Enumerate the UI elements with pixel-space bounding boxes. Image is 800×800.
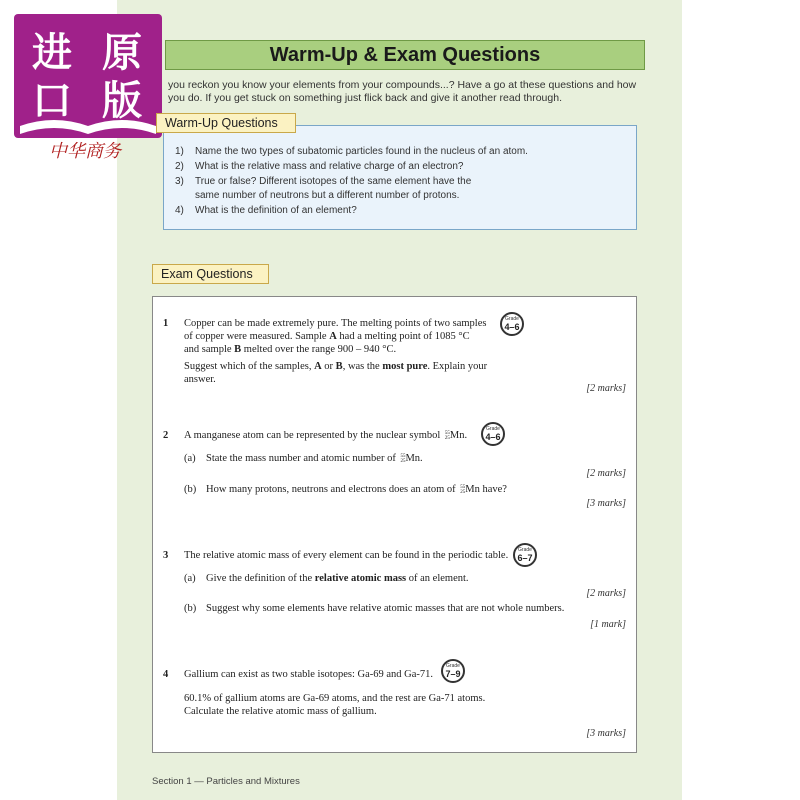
logo-char: 口 bbox=[32, 78, 72, 124]
logo-subtitle-text: 中华商务 bbox=[49, 141, 121, 162]
page-title: Warm-Up & Exam Questions bbox=[269, 44, 541, 66]
question-text: True or false? Different isotopes of the same element have the same number of neutrons but a different number of protons. bbox=[195, 176, 472, 201]
marks-label: [2 marks] bbox=[586, 383, 626, 394]
logo-char: 原 bbox=[102, 30, 142, 76]
logo-badge bbox=[14, 14, 162, 138]
question-number: 1 bbox=[163, 318, 169, 329]
question-line: Copper can be made extremely pure. The melting points of two samples bbox=[184, 318, 487, 329]
question-number: 1) bbox=[175, 146, 184, 157]
question-line: 60.1% of gallium atoms are Ga-69 atoms, and the rest are Ga-71 atoms. bbox=[184, 693, 486, 704]
question-part-a: (a) State the mass number and atomic number of 55 25 Mn. bbox=[184, 453, 423, 464]
marks-label: [3 marks] bbox=[586, 728, 626, 739]
question-line: Suggest which of the samples, A or B, was the most pure. Explain your answer. bbox=[184, 361, 488, 385]
question-part-a: (a) Give the definition of the relative atomic mass of an element. bbox=[184, 573, 469, 584]
exam-tab: Exam Questions bbox=[152, 264, 269, 284]
logo-char: 版 bbox=[102, 78, 142, 124]
question-number: 3 bbox=[163, 550, 169, 561]
question-text: What is the definition of an element? bbox=[195, 205, 357, 216]
question-line: and sample B melted over the range 900 – 940 °C. bbox=[184, 344, 397, 355]
warmup-question bbox=[175, 160, 555, 174]
question-number: 4) bbox=[175, 205, 184, 216]
grade-badge: Grade 7–9 bbox=[441, 659, 465, 683]
exam-question-4: Gallium can exist as two stable isotopes: Ga-69 and Ga-71. bbox=[184, 669, 434, 680]
marks-label: [2 marks] bbox=[586, 468, 626, 479]
grade-badge: Grade 6–7 bbox=[513, 543, 537, 567]
question-part-b: (b) Suggest why some elements have relative atomic masses that are not whole numbers. bbox=[184, 603, 565, 614]
title-bar bbox=[165, 40, 645, 70]
warmup-tab: Warm-Up Questions bbox=[156, 113, 296, 133]
question-line: of copper were measured. Sample A had a melting point of 1085 °C bbox=[184, 331, 470, 342]
question-number: 2 bbox=[163, 430, 169, 441]
exam-question-3: The relative atomic mass of every element can be found in the periodic table. bbox=[184, 550, 509, 561]
question-number: 2) bbox=[175, 161, 184, 172]
grade-badge: Grade 4–6 bbox=[500, 312, 524, 336]
warmup-list bbox=[175, 145, 555, 218]
question-body bbox=[184, 692, 485, 718]
warmup-question bbox=[175, 204, 555, 218]
logo-subtitle bbox=[30, 140, 140, 162]
page-footer: Section 1 — Particles and Mixtures bbox=[152, 776, 300, 787]
question-number: 3) bbox=[175, 176, 184, 187]
question-text: Name the two types of subatomic particles found in the nucleus of an atom. bbox=[195, 146, 528, 157]
exam-question-2: A manganese atom can be represented by the nuclear symbol 55 25 Mn. bbox=[184, 430, 468, 441]
question-number: 4 bbox=[163, 669, 169, 680]
grade-badge: Grade 4–6 bbox=[481, 422, 505, 446]
question-line: Calculate the relative atomic mass of gallium. bbox=[184, 706, 377, 717]
marks-label: [3 marks] bbox=[586, 498, 626, 509]
warmup-question bbox=[175, 145, 555, 159]
marks-label: [1 mark] bbox=[590, 619, 626, 630]
logo-char: 进 bbox=[32, 30, 72, 76]
exam-question-1 bbox=[184, 317, 494, 386]
marks-label: [2 marks] bbox=[586, 588, 626, 599]
intro-text: you reckon you know your elements from your compounds...? Have a go at these questions and how you do. If you get stuck on something just flick back and give it another read through. bbox=[168, 79, 637, 104]
question-text: What is the relative mass and relative charge of an electron? bbox=[195, 161, 464, 172]
question-part-b: (b) How many protons, neutrons and electrons does an atom of 55 25 Mn have? bbox=[184, 484, 507, 495]
warmup-question bbox=[175, 175, 495, 203]
